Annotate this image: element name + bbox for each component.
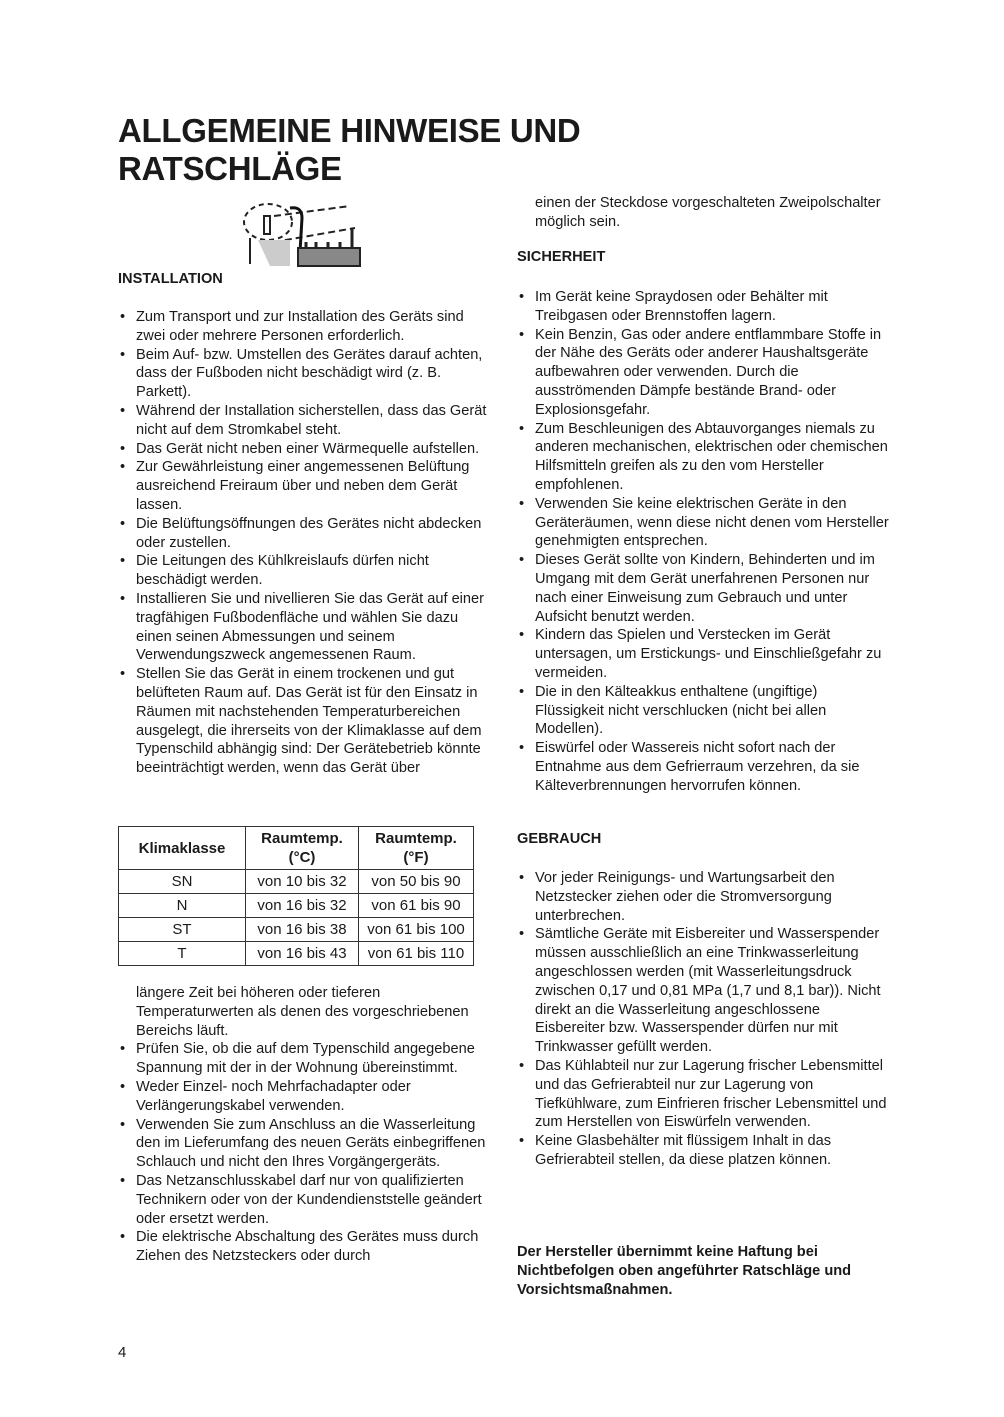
table-cell: SN — [119, 870, 246, 894]
list-item: • Die elektrische Abschaltung des Gerätes muss durch Ziehen des Netzsteckers oder durch — [118, 1228, 490, 1266]
table-row — [119, 870, 474, 894]
table-cell: von 10 bis 32 — [246, 870, 359, 894]
table-cell: von 16 bis 43 — [246, 942, 359, 966]
list-item: • Die Leitungen des Kühlkreislaufs dürfen nicht beschädigt werden. — [118, 552, 490, 590]
table-row — [119, 942, 474, 966]
installation-illustration-icon — [240, 196, 365, 268]
table-row — [119, 894, 474, 918]
list-item: • Das Kühlabteil nur zur Lagerung frischer Lebensmittel und das Gefrierabteil nur zur Lagerung von Tiefkühlware, zum Einfrieren frischer Lebensmittel und zum Herstellen von Eiswürfeln verwenden. — [517, 1057, 889, 1132]
climate-class-table — [118, 826, 474, 966]
sicherheit-list — [517, 288, 889, 796]
installation-heading: INSTALLATION — [118, 271, 223, 287]
list-item: • Zur Gewährleistung einer angemessenen Belüftung ausreichend Freiraum über und neben dem Gerät lassen. — [118, 458, 490, 514]
continuation-text: längere Zeit bei höheren oder tieferen Temperaturwerten als denen des vorgeschriebenen Bereichs läuft. — [136, 985, 469, 1039]
disclaimer: Der Hersteller übernimmt keine Haftung bei Nichtbefolgen oben angeführter Ratschläge und Vorsichtsmaßnahmen. — [517, 1244, 852, 1298]
gebrauch-list — [517, 869, 889, 1170]
table-cell: ST — [119, 918, 246, 942]
table-cell: von 16 bis 32 — [246, 894, 359, 918]
list-item: • Zum Beschleunigen des Abtauvorganges niemals zu anderen mechanischen, elektrischen oder chemischen Hilfsmitteln greifen als zu den vom Hersteller empfohlenen. — [517, 420, 889, 495]
page-number: 4 — [118, 1344, 127, 1361]
table-cell: von 61 bis 100 — [359, 918, 474, 942]
page-title — [118, 112, 718, 188]
list-item: • Stellen Sie das Gerät in einem trockenen und gut belüfteten Raum auf. Das Gerät ist für den Einsatz in Räumen mit nachstehenden Temperaturbereichen ausgelegt, die ihrerseits von der Klimaklasse auf dem Typenschild abhängig sind: Der Gerätebetrieb könnte beeinträchtigt werden, wenn das Gerät über — [118, 665, 490, 778]
list-item: • Weder Einzel- noch Mehrfachadapter oder Verlängerungskabel verwenden. — [118, 1078, 490, 1116]
sicherheit-heading: SICHERHEIT — [517, 249, 606, 265]
list-item: • Vor jeder Reinigungs- und Wartungsarbeit den Netzstecker ziehen oder die Stromversorgung unterbrechen. — [517, 869, 889, 925]
table-cell: T — [119, 942, 246, 966]
list-item: • Verwenden Sie zum Anschluss an die Wasserleitung den im Lieferumfang des neuen Geräts einbegriffenen Schlauch und nicht den Ihres Vorgängergeräts. — [118, 1116, 490, 1172]
title-line: RATSCHLÄGE — [118, 150, 342, 187]
list-item: • Sämtliche Geräte mit Eisbereiter und Wasserspender müssen ausschließlich an eine Trinkwasserleitung angeschlossen werden (mit Wasserleitungsdruck zwischen 0,17 und 0,81 MPa (1,7 und 8,1 bar)). Nicht direkt an die Wasserleitung angeschlossene Eisbereiter bzw. Wasserspender dürfen nur mit Trinkwasser gefüllt werden. — [517, 925, 889, 1057]
list-item: • Die Belüftungsöffnungen des Gerätes nicht abdecken oder zustellen. — [118, 515, 490, 553]
right-continuation — [517, 194, 889, 232]
table-header: Raumtemp. (°C) — [246, 827, 359, 870]
table-row — [119, 918, 474, 942]
title-line: ALLGEMEINE HINWEISE UND — [118, 112, 581, 149]
list-item: • Im Gerät keine Spraydosen oder Behälter mit Treibgasen oder Brennstoffen lagern. — [517, 288, 889, 326]
table-cell: von 16 bis 38 — [246, 918, 359, 942]
list-item: • Das Netzanschlusskabel darf nur von qualifizierten Technikern oder von der Kundendienststelle geändert oder ersetzt werden. — [118, 1172, 490, 1228]
list-item: • Kein Benzin, Gas oder andere entflammbare Stoffe in der Nähe des Geräts oder anderer Haushaltsgeräte aufbewahren oder verwenden. Durch die ausströmenden Dämpfe bestände Brand- oder Explosionsgefahr. — [517, 326, 889, 420]
gebrauch-heading: GEBRAUCH — [517, 831, 602, 847]
list-item: • Installieren Sie und nivellieren Sie das Gerät auf einer tragfähigen Fußbodenfläche und wählen Sie dazu einen seinen Abmessungen und seinem Verwendungszweck angemessenen Raum. — [118, 590, 490, 665]
installation-list-1 — [118, 308, 490, 778]
table-header: Klimaklasse — [119, 827, 246, 870]
table-cell: von 61 bis 110 — [359, 942, 474, 966]
table-cell: von 61 bis 90 — [359, 894, 474, 918]
list-item: • Kindern das Spielen und Verstecken im Gerät untersagen, um Erstickungs- und Einschließgefahr zu vermeiden. — [517, 626, 889, 682]
list-item: • Die in den Kälteakkus enthaltene (ungiftige) Flüssigkeit nicht verschlucken (nicht bei allen Modellen). — [517, 683, 889, 739]
table-header: Raumtemp. (°F) — [359, 827, 474, 870]
list-item: • Zum Transport und zur Installation des Geräts sind zwei oder mehrere Personen erforderlich. — [118, 308, 490, 346]
list-item: • Dieses Gerät sollte von Kindern, Behinderten und im Umgang mit dem Gerät unerfahrenen Personen nur nach einer Einweisung zum Gebrauch und unter Aufsicht benutzt werden. — [517, 551, 889, 626]
table-cell: von 50 bis 90 — [359, 870, 474, 894]
continuation-text: einen der Steckdose vorgeschalteten Zweipolschalter möglich sein. — [535, 195, 881, 230]
table-cell: N — [119, 894, 246, 918]
list-item: • Während der Installation sicherstellen, dass das Gerät nicht auf dem Stromkabel steht. — [118, 402, 490, 440]
list-item: • Beim Auf- bzw. Umstellen des Gerätes darauf achten, dass der Fußboden nicht beschädigt wird (z. B. Parkett). — [118, 346, 490, 402]
list-item: • Keine Glasbehälter mit flüssigem Inhalt in das Gefrierabteil stellen, da diese platzen können. — [517, 1132, 889, 1170]
table-header-row — [119, 827, 474, 870]
installation-list-2 — [118, 984, 490, 1266]
list-item: • Das Gerät nicht neben einer Wärmequelle aufstellen. — [118, 440, 490, 459]
list-item: • Eiswürfel oder Wassereis nicht sofort nach der Entnahme aus dem Gefrierraum verzehren, da sie Kälteverbrennungen hervorrufen können. — [517, 739, 889, 795]
list-item: • Verwenden Sie keine elektrischen Geräte in den Geräteräumen, wenn diese nicht denen vom Hersteller genehmigten entsprechen. — [517, 495, 889, 551]
list-item: • Prüfen Sie, ob die auf dem Typenschild angegebene Spannung mit der in der Wohnung übereinstimmt. — [118, 1040, 490, 1078]
